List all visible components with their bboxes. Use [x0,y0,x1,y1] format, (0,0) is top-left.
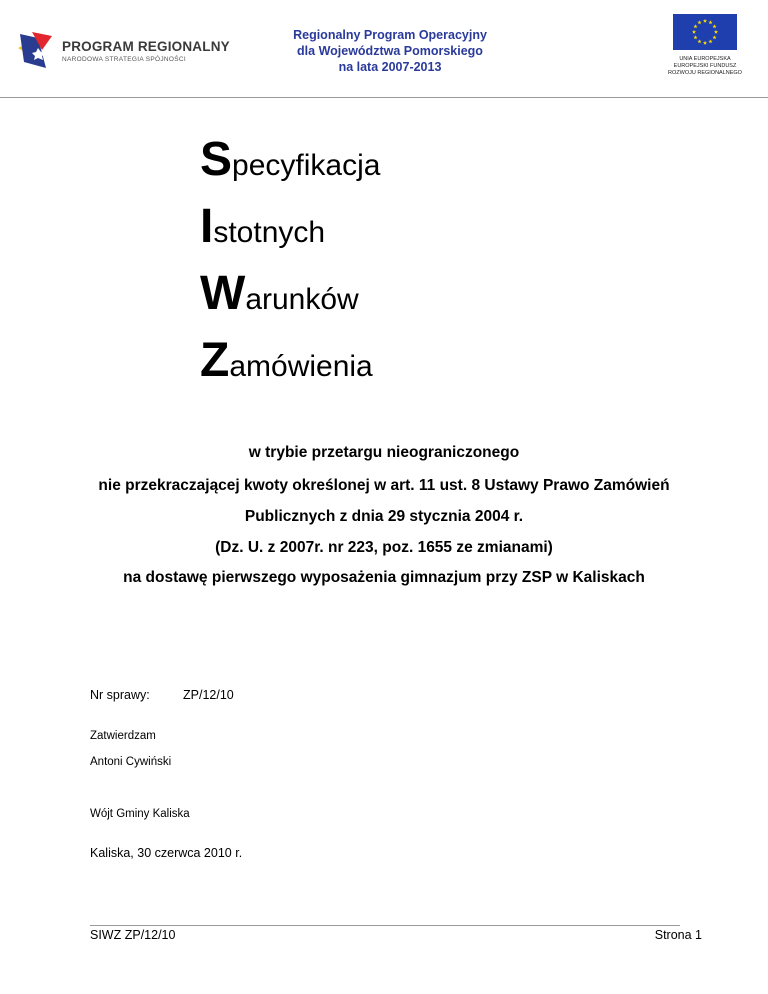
eu-logo [660,14,750,77]
eu-flag-icon [673,14,737,50]
program-regionalny-logo [14,22,230,76]
header-title-line: na lata 2007-2013 [338,60,442,74]
acronym-letter: W [200,267,246,320]
acronym-letter: I [200,200,214,253]
header-title [270,27,510,75]
description-line: Publicznych z dnia 29 stycznia 2004 r. [244,508,524,525]
approver-role: Wójt Gminy Kaliska [90,808,190,820]
header-title-line: Regionalny Program Operacyjny [293,28,487,42]
acronym-word-rest: amówienia [229,350,373,383]
footer-divider [90,925,680,926]
acronym-line-w [200,266,359,321]
approval-label: Zatwierdzam [90,730,156,742]
eu-text-line: ROZWOJU REGIONALNEGO [668,70,742,76]
acronym-line-z [200,333,373,388]
acronym-word-rest: pecyfikacja [232,149,381,182]
acronym-line-s [200,132,380,187]
description-line: nie przekraczającej kwoty określonej w art. 11 ust. 8 Ustawy Prawo Zamówień [98,477,670,494]
acronym-line-i [200,199,325,254]
logo-main-text: PROGRAM REGIONALNY [62,39,230,54]
acronym-word-rest: arunków [245,283,359,316]
program-regionalny-emblem-icon [16,28,56,70]
logo-sub-text: NARODOWA STRATEGIA SPÓJNOŚCI [62,56,186,63]
description-line: (Dz. U. z 2007r. nr 223, poz. 1655 ze zmianami) [215,539,553,556]
place-date: Kaliska, 30 czerwca 2010 r. [90,846,243,860]
case-number-value: ZP/12/10 [183,688,234,702]
acronym-letter: S [200,133,233,186]
acronym-letter: Z [200,334,230,387]
description-line: na dostawę pierwszego wyposażenia gimnazjum przy ZSP w Kaliskach [123,569,645,586]
footer-page-number: Strona 1 [654,928,702,942]
case-number-label: Nr sprawy: [90,688,150,702]
eu-text-line: EUROPEJSKI FUNDUSZ [673,63,737,69]
eu-text-line: UNIA EUROPEJSKA [679,56,731,62]
header-divider [0,97,768,98]
approver-name: Antoni Cywiński [90,756,172,768]
acronym-word-rest: stotnych [213,216,326,249]
header-title-line: dla Województwa Pomorskiego [297,44,483,58]
footer-doc-id: SIWZ ZP/12/10 [90,928,176,942]
description-line: w trybie przetargu nieograniczonego [248,444,520,461]
